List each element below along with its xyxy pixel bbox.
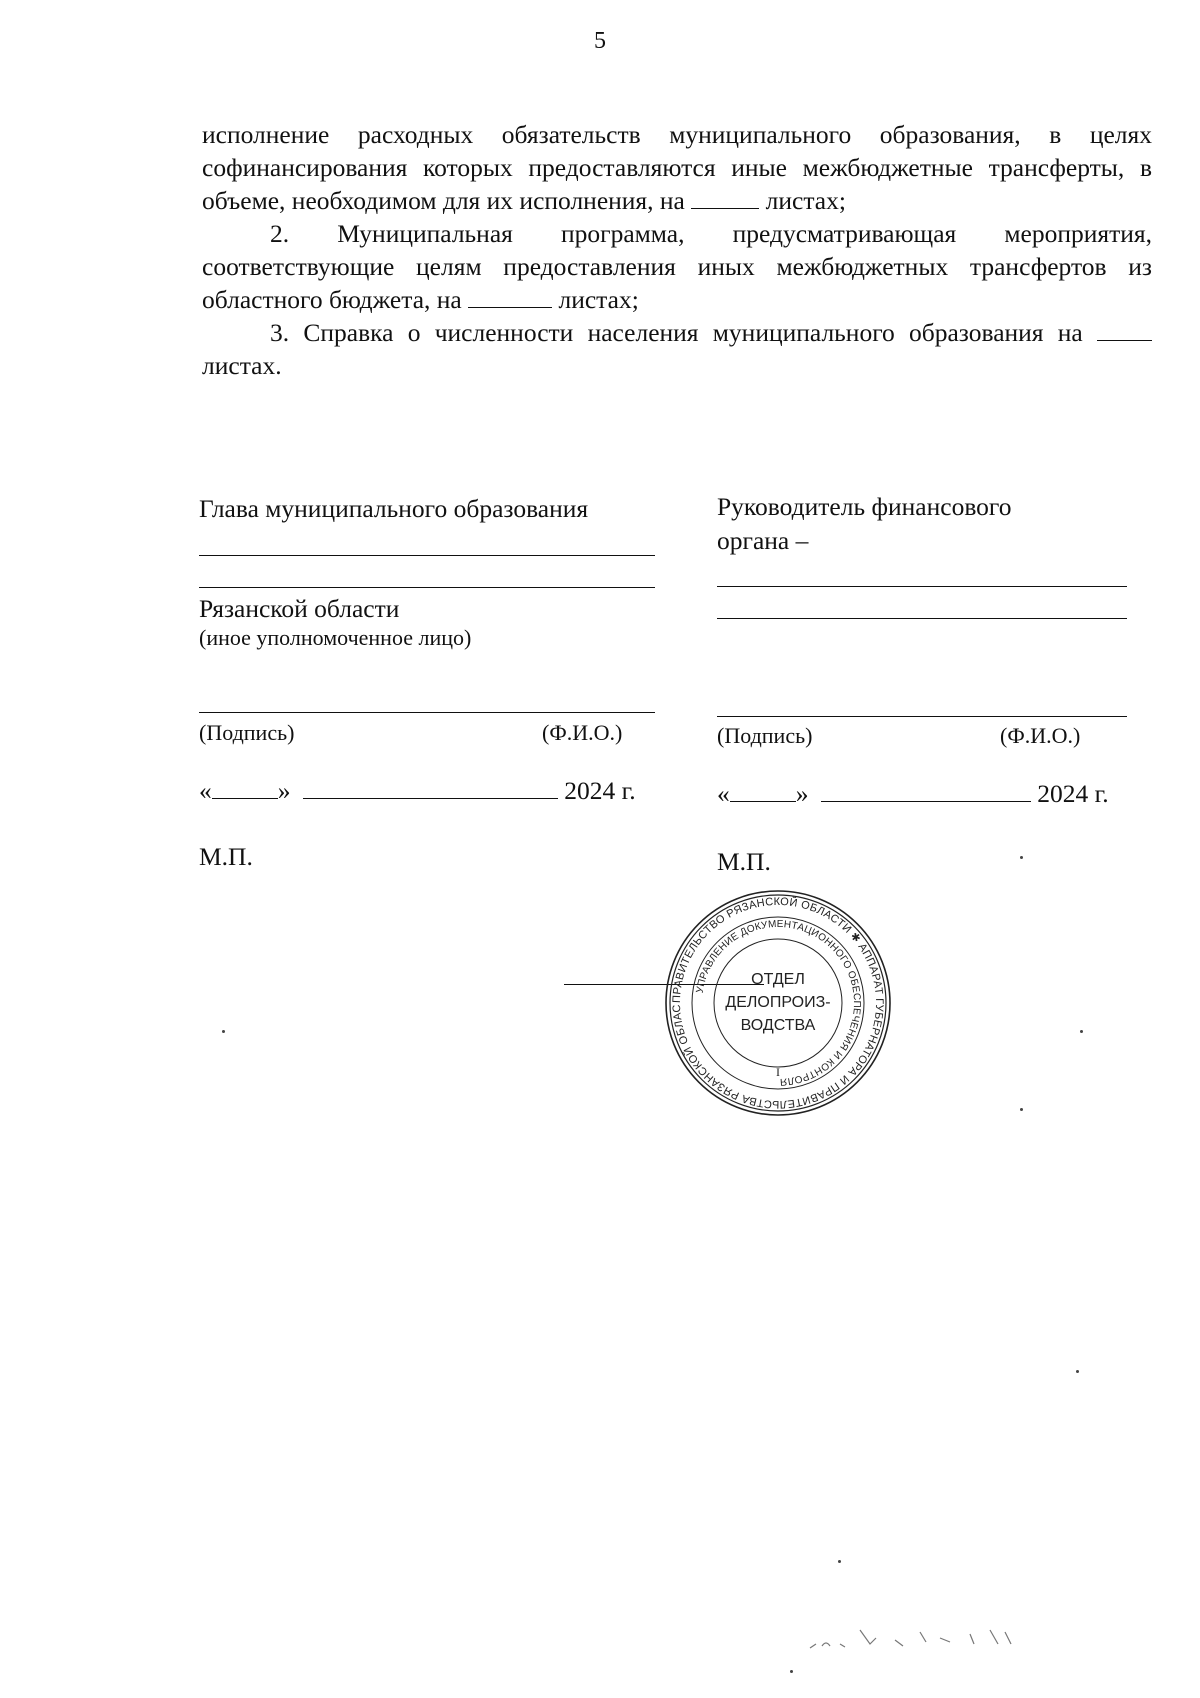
paragraph-3-suffix: листах. xyxy=(202,351,282,380)
left-month-blank xyxy=(303,776,558,799)
left-date-open: « xyxy=(199,776,212,805)
right-date-row xyxy=(717,779,1109,809)
left-day-blank xyxy=(212,776,278,799)
right-title-line-1 xyxy=(717,586,1127,587)
official-stamp xyxy=(663,888,893,1118)
left-signature-title: Глава муниципального образования xyxy=(199,494,589,523)
scan-speck xyxy=(838,1560,841,1563)
paragraph-2-suffix: листах; xyxy=(558,285,639,314)
stamp-inner-text: УПРАВЛЕНИЕ ДОКУМЕНТАЦИОННОГО ОБЕСПЕЧЕНИЯ И КОНТРОЛЯ xyxy=(694,918,863,1088)
scan-speck xyxy=(222,1030,225,1033)
paragraph-2-text: 2. Муниципальная программа, предусматривающая мероприятия, соответствующие целям предоставления иных межбюджетных трансфертов из областного бюджета, на xyxy=(202,219,1152,314)
left-date-row xyxy=(199,776,636,806)
right-signature-title: Руководитель финансового xyxy=(717,492,1012,521)
right-date-close: » xyxy=(795,779,809,808)
stamp-outer-text: ПРАВИТЕЛЬСТВО РЯЗАНСКОЙ ОБЛАСТИ ✱ АППАРАТ ГУБЕРНАТОРА И ПРАВИТЕЛЬСТВА РЯЗАНСКОЙ ОБЛАС xyxy=(670,895,886,1111)
left-seal-label: М.П. xyxy=(199,842,253,871)
stamp-center-line-2: ДЕЛОПРОИЗ- xyxy=(725,994,831,1011)
pages-blank-3 xyxy=(1097,318,1152,341)
right-signature-label: (Подпись) xyxy=(717,723,813,748)
right-signature-title-2: органа – xyxy=(717,526,809,555)
right-name-label: (Ф.И.О.) xyxy=(1000,723,1081,748)
right-seal-label: М.П. xyxy=(717,847,771,876)
left-signature-note: (иное уполномоченное лицо) xyxy=(199,625,472,650)
left-date-close: » xyxy=(277,776,291,805)
right-month-blank xyxy=(821,779,1031,802)
stamp-graphic xyxy=(663,888,893,1118)
pages-blank-2 xyxy=(468,285,552,308)
right-date-open: « xyxy=(717,779,730,808)
right-signature-line xyxy=(717,716,1127,717)
right-day-blank xyxy=(730,779,796,802)
scan-speck xyxy=(1020,856,1023,859)
right-title-line-2 xyxy=(717,618,1127,619)
stamp-center-line-1: ОТДЕЛ xyxy=(751,971,805,988)
left-signature-region: Рязанской области xyxy=(199,594,400,623)
left-signature-line xyxy=(199,712,655,713)
handwritten-strokes xyxy=(810,1630,1011,1648)
scan-speck xyxy=(1076,1370,1079,1373)
paragraph-3-text: 3. Справка о численности населения муниципального образования на xyxy=(270,318,1083,347)
left-title-line-2 xyxy=(199,587,655,588)
handwritten-mark xyxy=(800,1610,1100,1660)
paragraph-2 xyxy=(202,217,1152,316)
left-name-label: (Ф.И.О.) xyxy=(542,720,623,745)
scan-speck xyxy=(1020,1108,1023,1111)
page-number: 5 xyxy=(594,28,606,54)
right-date-year: 2024 г. xyxy=(1037,779,1109,808)
document-body xyxy=(202,118,1152,382)
scan-speck xyxy=(1080,1030,1083,1033)
left-signature-label: (Подпись) xyxy=(199,720,295,745)
pages-blank-1 xyxy=(691,186,759,209)
left-title-line-1 xyxy=(199,555,655,556)
paragraph-3 xyxy=(202,316,1152,382)
paragraph-1 xyxy=(202,118,1152,217)
stamp-center-line-3: ВОДСТВА xyxy=(740,1017,816,1034)
scan-speck xyxy=(790,1670,793,1673)
paragraph-1-suffix: листах; xyxy=(765,186,846,215)
left-date-year: 2024 г. xyxy=(564,776,636,805)
paragraph-1-text: исполнение расходных обязательств муниципального образования, в целях софинансирования которых предоставляются иные межбюджетные трансферты, в объеме, необходимом для их исполнения, на xyxy=(202,120,1152,215)
stamp-number: I xyxy=(776,1065,780,1079)
